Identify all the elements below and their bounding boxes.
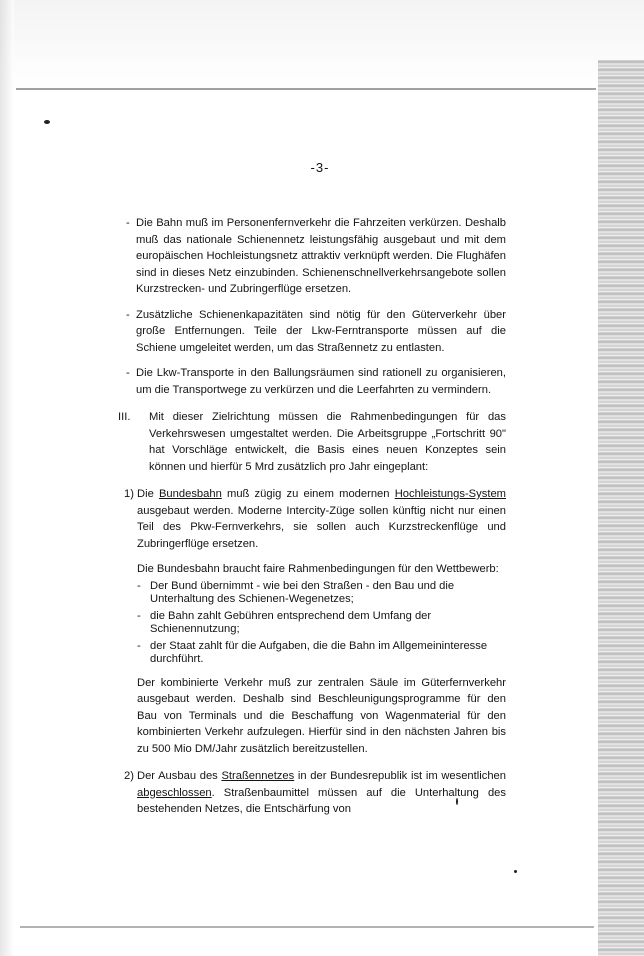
condition-item [137, 580, 506, 606]
page-border-top [16, 88, 596, 90]
item-marker: 1) [124, 488, 134, 500]
scan-speck [44, 120, 50, 124]
bullet-text: Die Lkw-Transporte in den Ballungsräumen sind rationell zu organisieren, um die Transportwege zu verkürzen und die Leerfahrten zu vermindern. [136, 367, 506, 396]
underlined-term: abgeschlossen [137, 786, 212, 799]
bullet-text: Zusätzliche Schienenkapazitäten sind nötig für den Güterverkehr über große Entfernungen. Teile der Lkw-Ferntransporte müssen auf die Schiene umgeleitet werden, um das Straßennetz zu entlasten. [136, 308, 506, 354]
condition-item [137, 610, 506, 636]
item-strassennetz [124, 768, 506, 818]
item-text-pre: Die [137, 488, 159, 500]
section-marker: III. [118, 411, 131, 423]
conditions-intro: Die Bundesbahn braucht faire Rahmenbedingungen für den Wettbewerb: [137, 563, 499, 575]
page-number: -3- [310, 160, 330, 175]
bullet-marker: - [126, 217, 130, 229]
underlined-term: Bundesbahn [158, 488, 222, 500]
item-text-pre: Der Ausbau des [137, 770, 222, 782]
item-text-mid: muß zügig zu einem modernen [221, 488, 395, 500]
scan-edge-left [0, 0, 14, 956]
condition-marker: - [137, 639, 141, 652]
bullet-marker: - [126, 308, 130, 321]
scan-speck [514, 870, 517, 873]
bullet-rail-freight [124, 307, 506, 357]
section-iii [118, 409, 506, 475]
condition-text: Der Bund übernimmt - wie bei den Straßen - den Bau und die Unterhaltung des Schienen-Wegenetzes; [150, 579, 455, 605]
condition-marker: - [137, 609, 141, 622]
bullet-rail-passenger [124, 215, 506, 298]
bullet-truck-transport [124, 365, 506, 398]
underlined-term: Hochleistungs-System [394, 488, 506, 500]
item-text-post: . Straßenbaumittel müssen auf die Unterhaltung des bestehenden Netzes, die Entschärfung von [137, 786, 506, 815]
page-border-bottom [20, 926, 594, 928]
section-text: Mit dieser Zielrichtung müssen die Rahmenbedingungen für das Verkehrswesen umgestaltet werden. Die Arbeitsgruppe „Fortschritt 90" hat Vorschläge entwickelt, die Basis eines neuen Konzeptes sein können und hierfür 5 Mrd zusätzlich pro Jahr eingeplant: [149, 411, 506, 473]
bullet-marker: - [126, 367, 130, 379]
condition-text: die Bahn zahlt Gebühren entsprechend dem Umfang der Schienennutzung; [150, 609, 432, 635]
item-marker: 2) [124, 770, 134, 782]
condition-text: der Staat zahlt für die Aufgaben, die die Bahn im Allgemeininteresse durchführt. [150, 639, 488, 665]
item-bundesbahn [124, 486, 506, 552]
combined-traffic-paragraph: Der kombinierte Verkehr muß zur zentralen Säule im Güterfernverkehr ausgebaut werden. Deshalb sind Beschleunigungsprogramme für den Bau von Terminals und die Beschaffung von Wagenmaterial für den kombinierten Verkehr aufzulegen. Hierfür sind in den nächsten Jahren bis zu 500 Mio DM/Jahr zusätzlich bereitzustellen. [137, 676, 506, 755]
bullet-text: Die Bahn muß im Personenfernverkehr die Fahrzeiten verkürzen. Deshalb muß das nationale Schienennetz leistungsfähig ausgebaut und mit dem europäischen Hochleistungsnetz attraktiv verknüpft werden. Die Flughäfen sind in dieses Netz einzubinden. Schienenschnellverkehrsangebote sollen Kurzstrecken- und Zubringerflüge ersetzen. [136, 217, 506, 295]
document-body [118, 215, 506, 818]
item-text-post: ausgebaut werden. Moderne Intercity-Züge sollen künftig nicht nur einen Teil des Pkw-Fernverkehrs, sie sollen auch Kurzstreckenflüge und Zubringerflüge ersetzen. [137, 504, 506, 550]
condition-marker: - [137, 579, 141, 592]
conditions-list [124, 580, 506, 666]
item-text-mid: in der Bundesrepublik ist im wesentlichen [294, 770, 506, 782]
underlined-term: Straßennetzes [221, 770, 295, 782]
condition-item [137, 640, 506, 666]
scan-edge-top [0, 0, 644, 90]
scan-edge-right [598, 60, 644, 956]
